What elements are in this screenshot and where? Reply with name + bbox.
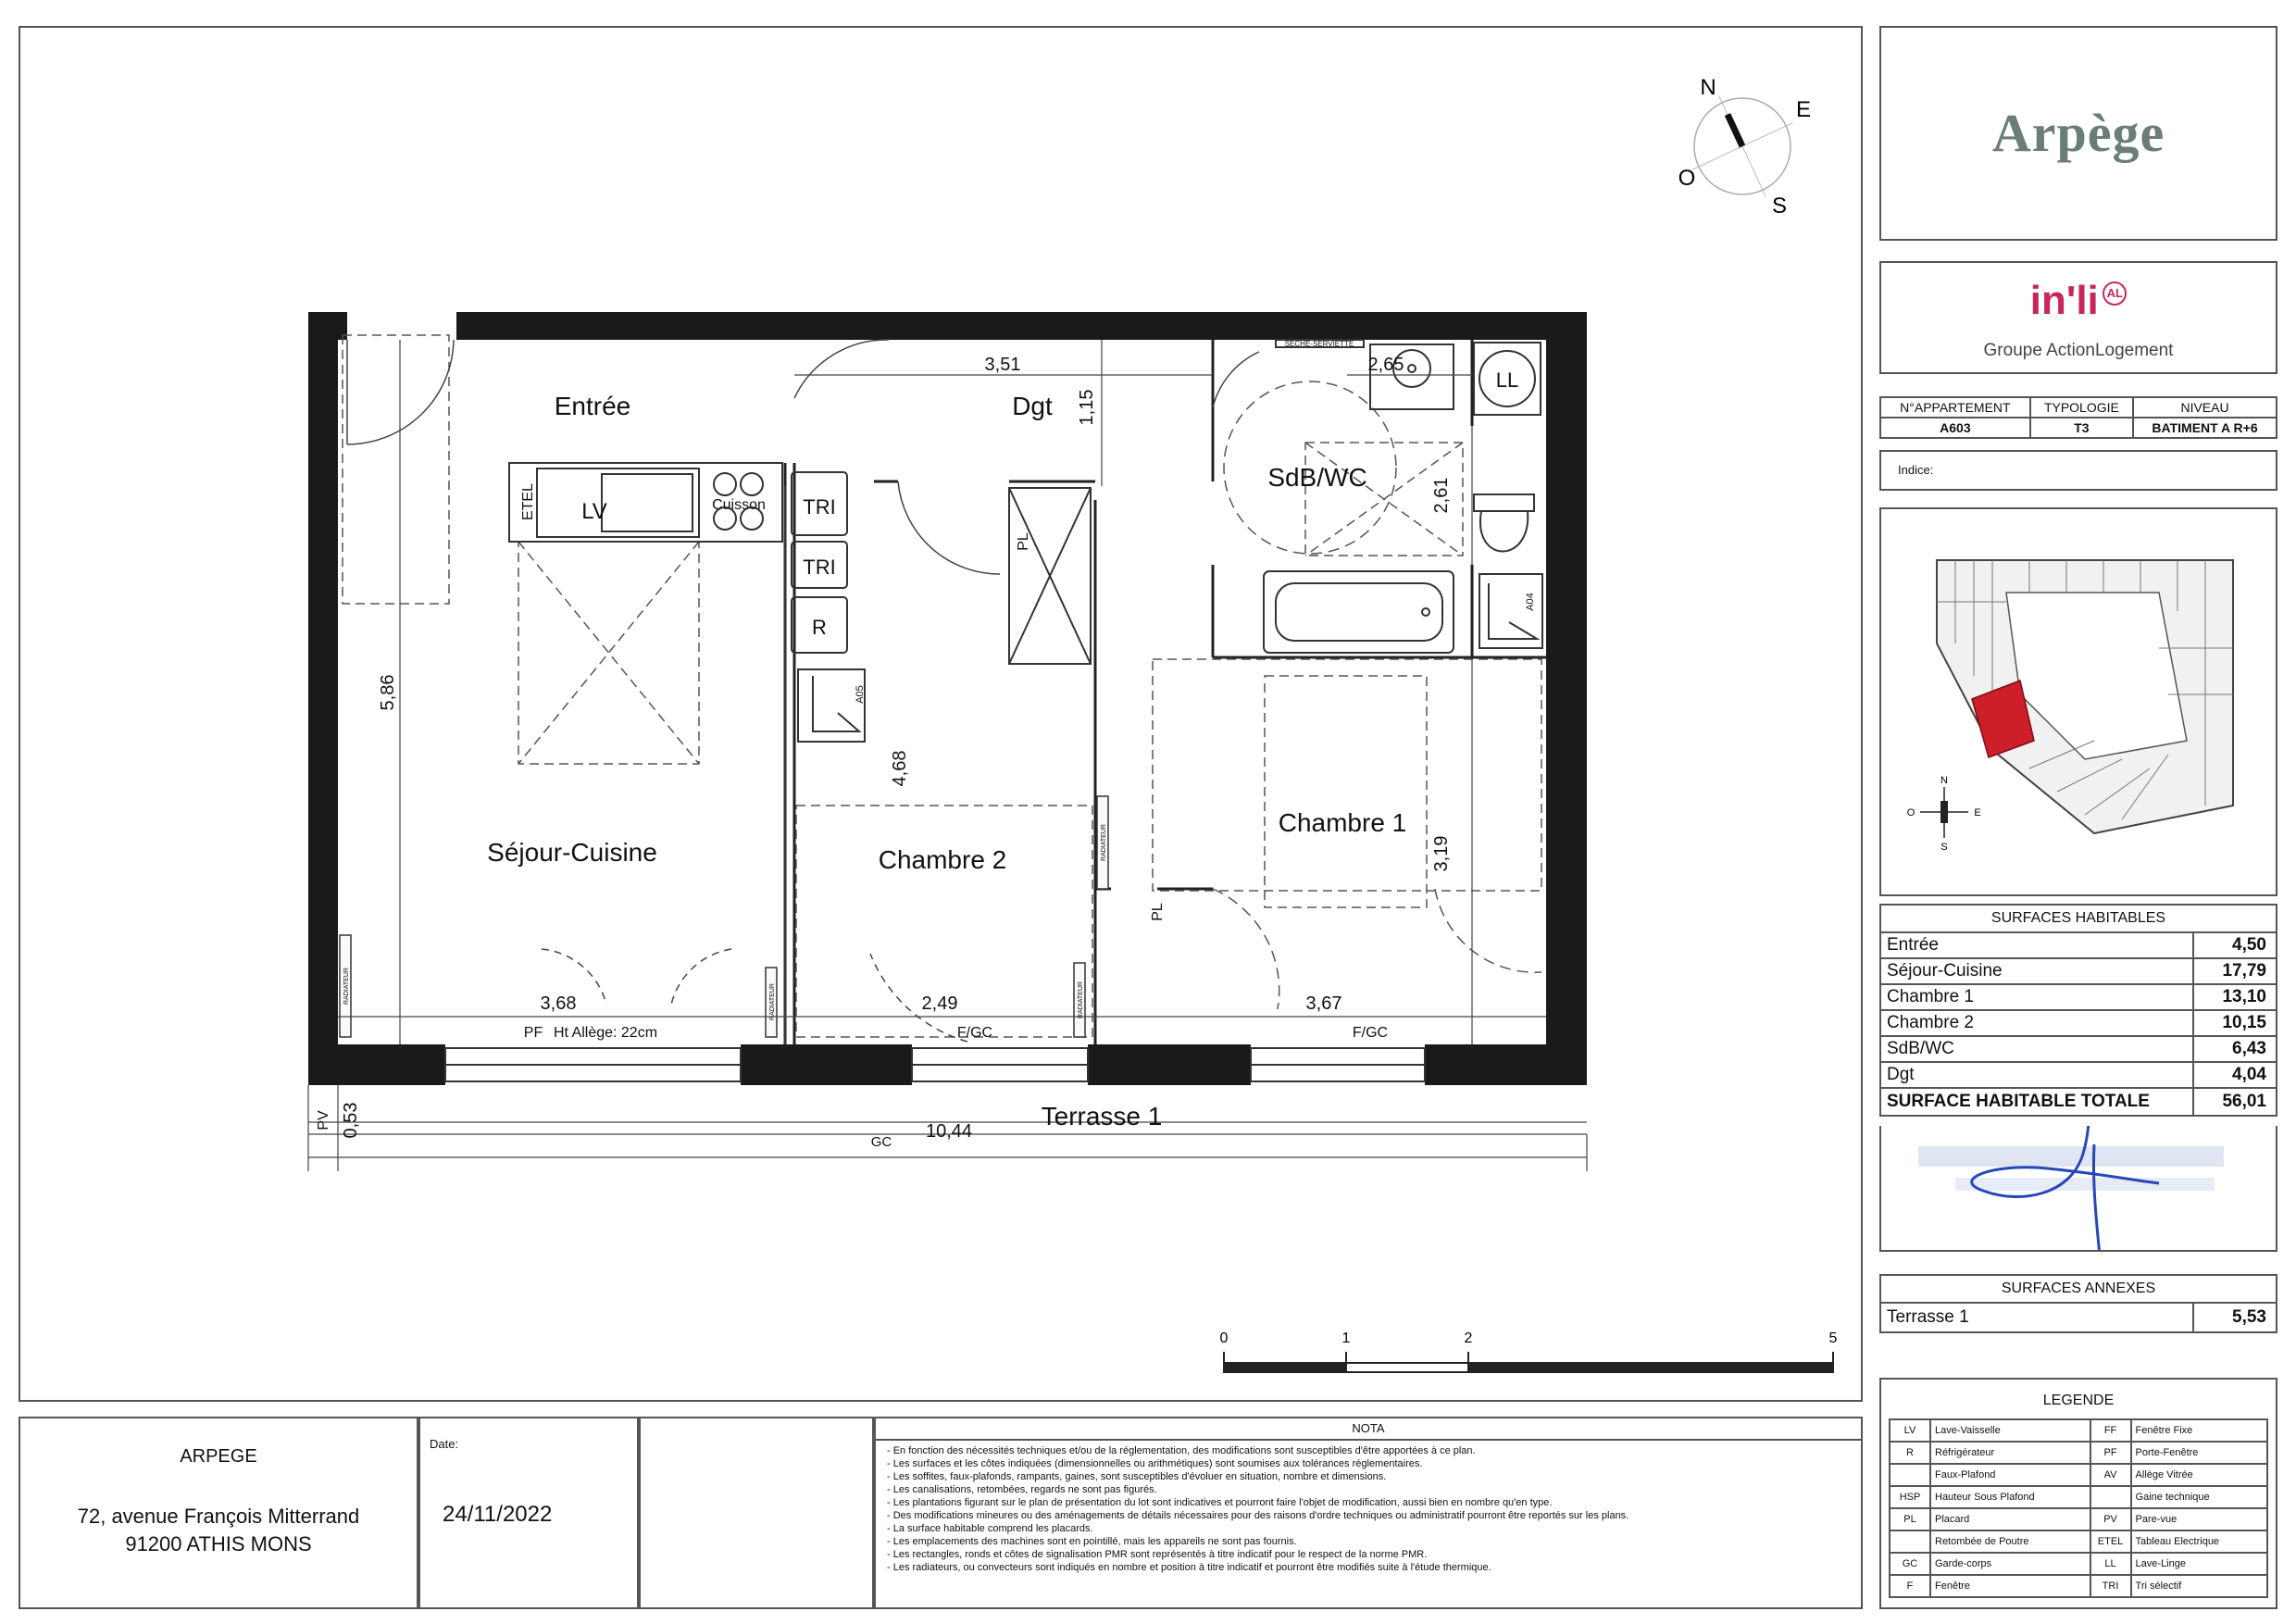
fixture-pf: PF	[523, 1025, 543, 1041]
legend-abbr: LL	[2090, 1553, 2131, 1575]
legend-row	[1890, 1508, 2267, 1530]
apt-level: BATIMENT A R+6	[2133, 418, 2277, 438]
radiator-label-1: RADIATEUR	[343, 968, 350, 1005]
surface-name: Séjour-Cuisine	[1880, 958, 2193, 984]
legend-desc: Lave-Vaisselle	[1930, 1419, 2090, 1442]
footer-company	[19, 1417, 418, 1609]
fixture-lv: LV	[581, 499, 607, 524]
legend-desc: Pare-vue	[2131, 1508, 2267, 1530]
legend-abbr: ETEL	[2090, 1530, 2131, 1553]
legend-abbr: F	[1890, 1575, 1930, 1597]
dim-367: 3,67	[1305, 993, 1342, 1014]
legend-desc: Faux-Plafond	[1930, 1464, 2090, 1486]
legend-abbr: R	[1890, 1442, 1930, 1464]
surface-name: SdB/WC	[1880, 1036, 2193, 1062]
apt-header-number: N°APPARTEMENT	[1880, 397, 2030, 418]
fixture-gc: GC	[870, 1134, 892, 1150]
surface-value: 17,79	[2193, 958, 2277, 984]
legend-row	[1890, 1553, 2267, 1575]
company-address-line1: 72, avenue François Mitterrand	[77, 1505, 360, 1528]
surface-value: 4,04	[2193, 1062, 2277, 1088]
annex-name: Terrasse 1	[1880, 1303, 2193, 1332]
nota-line: - Les canalisations, retombées, regards ne sont pas figurés.	[887, 1484, 1157, 1495]
nota-line: - Les radiateurs, ou convecteurs sont indiqués en nombre et position à titre indicatif et pourront être modifiés suite à l'étude thermique.	[887, 1562, 1491, 1573]
room-label-chambre1: Chambre 1	[1278, 808, 1407, 837]
placard	[1009, 488, 1091, 664]
legend-desc: Allège Vitrée	[2131, 1464, 2267, 1486]
compass-n: N	[1700, 75, 1716, 100]
nota-title: NOTA	[876, 1418, 1861, 1441]
dim-261: 2,61	[1431, 477, 1452, 514]
legend-row	[1890, 1419, 2267, 1442]
dim-249: 2,49	[921, 993, 958, 1014]
inli-logo: in'li	[2029, 278, 2099, 323]
key-compass-n: N	[1940, 775, 1948, 786]
legend-row	[1890, 1530, 2267, 1553]
legend-title: LEGENDE	[2042, 1393, 2115, 1408]
scale-tick-5: 5	[1828, 1330, 1838, 1346]
surface-value: 10,15	[2193, 1010, 2277, 1036]
radiator-label-4: RADIATEUR	[1101, 824, 1107, 861]
legend-row	[1890, 1464, 2267, 1486]
radiator-label-3: RADIATEUR	[1078, 981, 1084, 1018]
annexes-title: SURFACES ANNEXES	[1880, 1275, 2277, 1303]
surfaces-title: SURFACES HABITABLES	[1880, 905, 2277, 932]
legend-desc: Fenêtre Fixe	[2131, 1419, 2267, 1442]
company-address-line2: 91200 ATHIS MONS	[125, 1532, 312, 1555]
legend-desc: Lave-Linge	[2131, 1553, 2267, 1575]
apt-number: A603	[1880, 418, 2030, 438]
legend-abbr: FF	[2090, 1419, 2131, 1442]
dashed-zones	[343, 335, 1541, 1037]
nota-line: - Les plantations figurant sur le plan de présentation du lot sont indicatives et pourront faire l'objet de modification, aussi bien en nombre qu'en type.	[887, 1497, 1553, 1508]
fixture-pl-1: PL	[1016, 532, 1031, 551]
legend-desc: Réfrigérateur	[1930, 1442, 2090, 1464]
footer-date	[418, 1417, 639, 1609]
scale-bar	[1220, 1330, 1838, 1372]
legend-abbr: GC	[1890, 1553, 1930, 1575]
apartment-info	[1879, 396, 2277, 439]
dimension-lines	[308, 340, 1587, 1171]
nota-line: - Des modifications mineures ou des aménagements de détails nécessaires pour des raisons d'ordre techniques ou administratif pourront être reportés sur les plans.	[887, 1510, 1629, 1521]
apt-header-typology: TYPOLOGIE	[2030, 397, 2133, 418]
legend-desc: Placard	[1930, 1508, 2090, 1530]
nota-line: - Les emplacements des machines sont en pointillé, mais les appareils ne sont pas fournis.	[887, 1536, 1297, 1547]
legend-abbr	[1890, 1530, 1930, 1553]
date-label: Date:	[430, 1437, 459, 1451]
fixture-a05: A05	[855, 685, 866, 704]
surface-value: 13,10	[2193, 984, 2277, 1010]
legend-row	[1890, 1575, 2267, 1597]
room-label-entree: Entrée	[554, 392, 631, 420]
legend-desc: Retombée de Poutre	[1930, 1530, 2090, 1553]
surface-total-value: 56,01	[2193, 1088, 2277, 1116]
dim-319: 3,19	[1431, 835, 1452, 872]
inli-logo-panel	[1879, 261, 2277, 374]
key-compass-o: O	[1906, 807, 1915, 818]
compass-s: S	[1771, 194, 1788, 219]
radiators	[340, 796, 1108, 1037]
arpege-logo-panel	[1879, 26, 2277, 241]
legend-abbr: PF	[2090, 1442, 2131, 1464]
surface-value: 6,43	[2193, 1036, 2277, 1062]
dim-351: 3,51	[984, 355, 1021, 375]
key-compass-s: S	[1940, 842, 1948, 853]
indice-label: Indice:	[1898, 463, 1934, 477]
nota-line: - La surface habitable comprend les placards.	[887, 1523, 1093, 1534]
legend-abbr	[2090, 1486, 2131, 1508]
inli-group-text: Groupe ActionLogement	[1983, 341, 2174, 360]
key-plan-panel	[1879, 507, 2277, 896]
scale-tick-1: 1	[1341, 1330, 1351, 1346]
room-label-sejour: Séjour-Cuisine	[487, 838, 657, 867]
room-label-chambre2: Chambre 2	[878, 845, 1007, 874]
surface-name: Entrée	[1880, 932, 2193, 958]
surface-name: Dgt	[1880, 1062, 2193, 1088]
dim-265: 2,65	[1367, 355, 1404, 375]
fixture-seche-serviette: SECHE-SERVIETTE	[1284, 340, 1354, 348]
room-label-terrasse: Terrasse 1	[1041, 1102, 1163, 1131]
fixture-cuisson: Cuisson	[712, 497, 766, 513]
legend-desc: Garde-corps	[1930, 1553, 2090, 1575]
nota-list	[887, 1444, 1628, 1574]
surface-value: 4,50	[2193, 932, 2277, 958]
exterior-walls	[308, 312, 1587, 1085]
compass	[1678, 75, 1811, 219]
legend-abbr: PL	[1890, 1508, 1930, 1530]
fixture-tri-2: TRI	[803, 556, 836, 579]
dim-053: 0,53	[341, 1102, 361, 1139]
indice-box	[1879, 450, 2277, 491]
annexes-panel	[1879, 1274, 2277, 1333]
surface-name: Chambre 1	[1880, 984, 2193, 1010]
key-compass-e: E	[1974, 807, 1981, 818]
fixture-tri-1: TRI	[803, 495, 836, 518]
compass-e: E	[1795, 97, 1812, 122]
footer-nota	[874, 1417, 1863, 1609]
dim-468: 4,68	[890, 750, 910, 787]
fixture-etel: ETEL	[520, 482, 536, 521]
legend-abbr: TRI	[2090, 1575, 2131, 1597]
legend-abbr: LV	[1890, 1419, 1930, 1442]
footer-blank	[639, 1417, 874, 1609]
apt-header-level: NIVEAU	[2133, 397, 2277, 418]
company-name: ARPEGE	[180, 1446, 257, 1467]
fixture-r: R	[812, 616, 827, 639]
legend-desc: Porte-Fenêtre	[2131, 1442, 2267, 1464]
doors	[347, 340, 1259, 1042]
legend-panel	[1879, 1378, 2277, 1609]
radiator-label-2: RADIATEUR	[769, 983, 776, 1020]
surface-name: Chambre 2	[1880, 1010, 2193, 1036]
legend-desc: Hauteur Sous Plafond	[1930, 1486, 2090, 1508]
key-plan-compass	[1907, 775, 1981, 853]
legend-row	[1890, 1442, 2267, 1464]
legend-desc: Gaine technique	[2131, 1486, 2267, 1508]
legend-abbr	[1890, 1464, 1930, 1486]
legend-desc: Fenêtre	[1930, 1575, 2090, 1597]
room-label-dgt: Dgt	[1012, 392, 1053, 420]
fixture-fgc-1: F/GC	[956, 1025, 993, 1041]
room-label-sdb: SdB/WC	[1267, 463, 1367, 492]
stamp-area	[1879, 1126, 2277, 1252]
legend-desc: Tableau Electrique	[2131, 1530, 2267, 1553]
legend-abbr: PV	[2090, 1508, 2131, 1530]
fixture-pv: PV	[316, 1110, 331, 1131]
legend-desc: Tri sélectif	[2131, 1575, 2267, 1597]
fixture-a04: A04	[1525, 593, 1536, 611]
annex-value: 5,53	[2193, 1303, 2277, 1332]
dim-586: 5,86	[378, 674, 398, 711]
dim-368: 3,68	[540, 993, 577, 1014]
arpege-logo: Arpège	[1991, 103, 2165, 163]
nota-line: - Les surfaces et les côtes indiquées (dimensionnelles ou arithmétiques) sont soumises aux tolérances réglementaires.	[887, 1458, 1423, 1469]
scale-tick-2: 2	[1464, 1330, 1473, 1346]
inli-badge: AL	[2103, 281, 2127, 306]
apt-typology: T3	[2030, 418, 2133, 438]
turning-circles	[1213, 381, 1541, 1009]
scale-tick-0: 0	[1219, 1330, 1229, 1346]
nota-line: - Les soffites, faux-plafonds, rampants, gaines, sont susceptibles d'évoluer en situation, nombre et dimensions.	[887, 1471, 1387, 1482]
signature-icon	[1881, 1126, 2276, 1250]
dim-115: 1,15	[1077, 389, 1097, 426]
dim-1044: 10,44	[925, 1121, 973, 1142]
key-plan	[1881, 509, 2279, 898]
legend-row	[1890, 1486, 2267, 1508]
fixture-fgc-2: F/GC	[1352, 1025, 1389, 1041]
partitions	[785, 340, 1546, 1044]
surface-total-label: SURFACE HABITABLE TOTALE	[1880, 1088, 2193, 1116]
fixture-pl-2: PL	[1150, 903, 1166, 921]
compass-o: O	[1678, 166, 1696, 191]
legend-rows	[1890, 1419, 2267, 1597]
date-value: 24/11/2022	[443, 1502, 553, 1527]
fixture-ll: LL	[1495, 369, 1519, 392]
nota-line: - Les rectangles, ronds et côtes de signalisation PMR sont représentés à titre indicatif pour le respect de la norme PMR.	[887, 1549, 1428, 1560]
surfaces-panel	[1879, 904, 2277, 1252]
fixture-ht-allege: Ht Allège: 22cm	[553, 1025, 658, 1041]
legend-abbr: AV	[2090, 1464, 2131, 1486]
legend-abbr: HSP	[1890, 1486, 1930, 1508]
windows	[445, 1048, 1425, 1081]
nota-line: - En fonction des nécessités techniques et/ou de la réglementation, des modifications sont susceptibles d'être apportées à ce plan.	[887, 1445, 1476, 1456]
